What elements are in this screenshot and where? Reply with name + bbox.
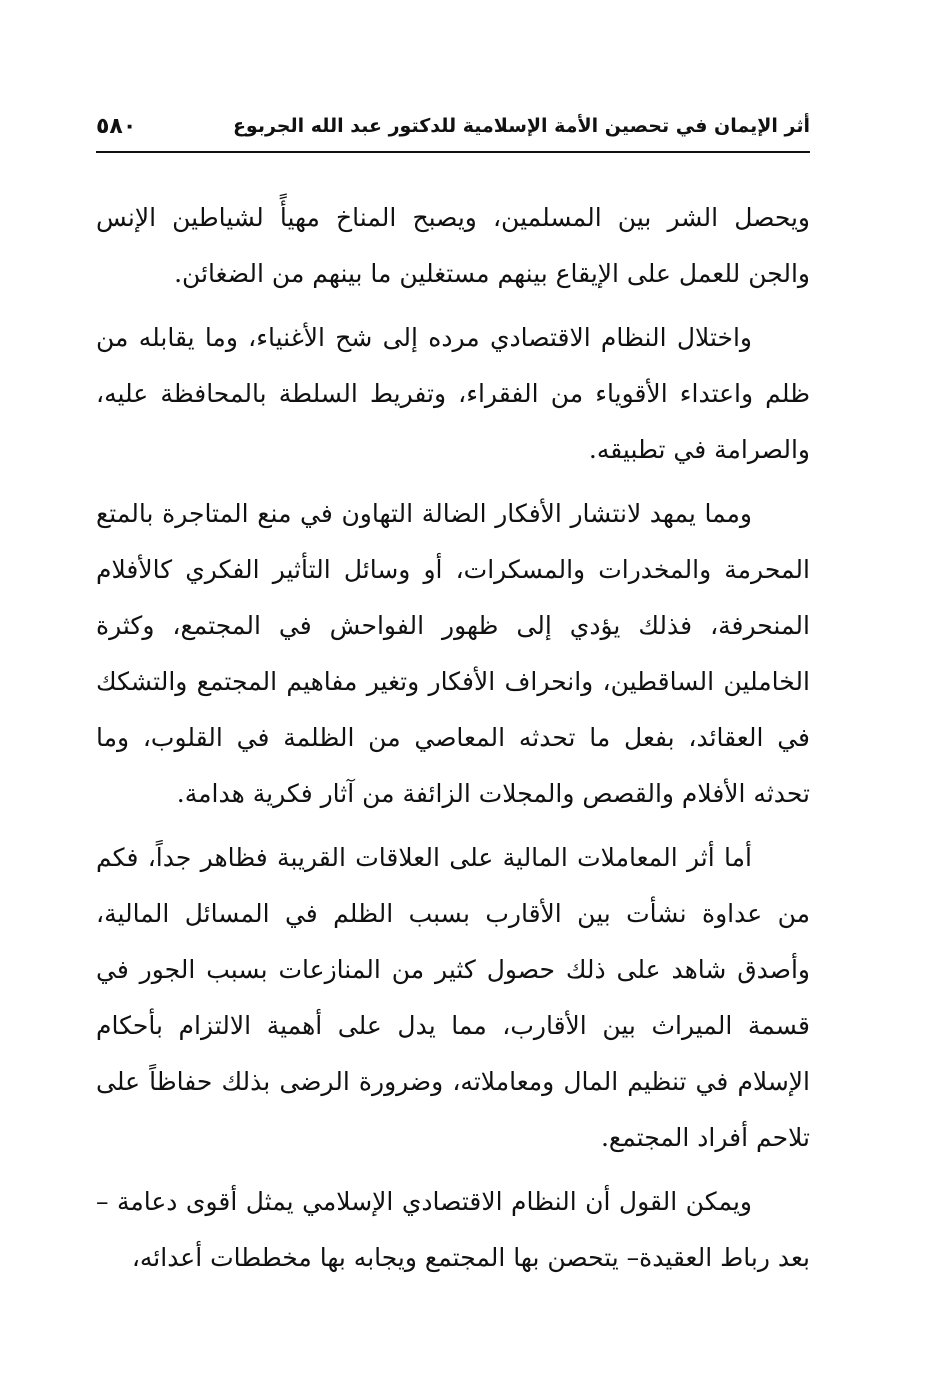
paragraph-2: واختلال النظام الاقتصادي مرده إلى شح الأغنياء، وما يقابله من ظلم واعتداء الأقوياء من الفقراء، وتفريط السلطة بالمحافظة عليه، والصرامة في تطبيقه. (96, 323, 810, 464)
paragraph-5: ويمكن القول أن النظام الاقتصادي الإسلامي يمثل أقوى دعامة – بعد رباط العقيدة– يتحصن بها المجتمع ويجابه بها مخططات أعدائه، (96, 1187, 810, 1272)
page-header (96, 104, 810, 148)
paragraph-1: ويحصل الشر بين المسلمين، ويصبح المناخ مهيأً لشياطين الإنس والجن للعمل على الإيقاع بينهم مستغلين ما بينهم من الضغائن. (96, 203, 810, 288)
header-divider (96, 151, 810, 153)
running-title: أثر الإيمان في تحصين الأمة الإسلامية للدكتور عبد الله الجربوع (232, 115, 810, 137)
body-text (96, 190, 810, 1294)
page-number: ٥٨٠ (96, 113, 137, 139)
paragraph-4: أما أثر المعاملات المالية على العلاقات القريبة فظاهر جداً، فكم من عداوة نشأت بين الأقارب بسبب الظلم في المسائل المالية، وأصدق شاهد على ذلك حصول كثير من المنازعات بسبب الجور في قسمة الميراث بين الأقارب، مما يدل على أهمية الالتزام بأحكام الإسلام في تنظيم المال ومعاملاته، وضرورة الرضى بذلك حفاظاً على تلاحم أفراد المجتمع. (96, 843, 810, 1152)
paragraph-3: ومما يمهد لانتشار الأفكار الضالة التهاون في منع المتاجرة بالمتع المحرمة والمخدرات والمسكرات، أو وسائل التأثير الفكري كالأفلام المنحرفة، فذلك يؤدي إلى ظهور الفواحش في المجتمع، وكثرة الخاملين الساقطين، وانحراف الأفكار وتغير مفاهيم المجتمع والتشكك في العقائد، بفعل ما تحدثه المعاصي من الظلمة في القلوب، وما تحدثه الأفلام والقصص والمجلات الزائفة من آثار فكرية هدامة. (96, 499, 810, 808)
